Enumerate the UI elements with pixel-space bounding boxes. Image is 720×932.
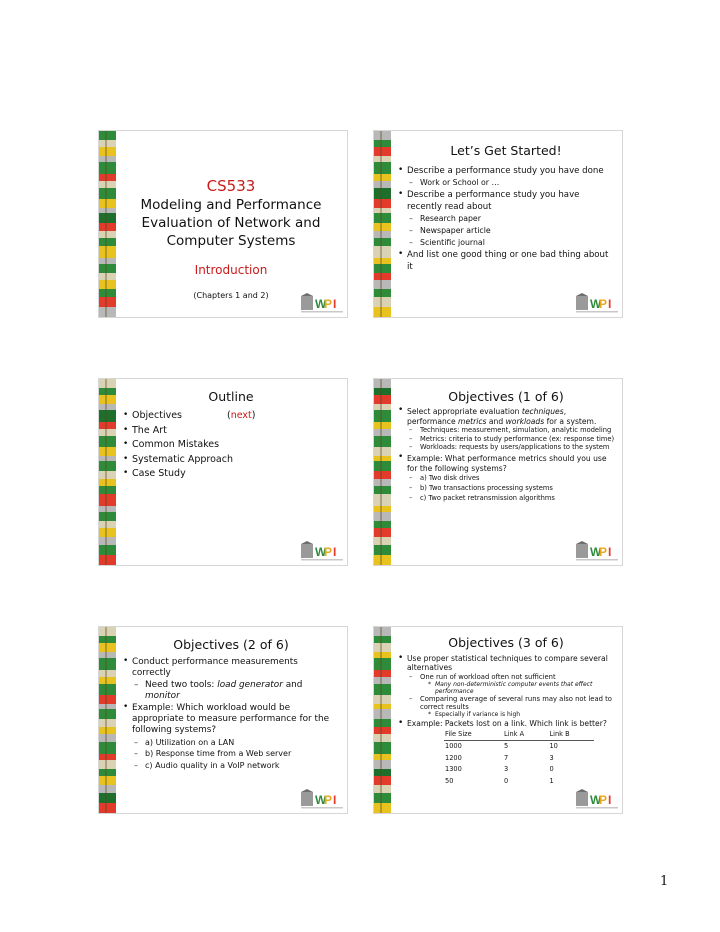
logo-roof	[576, 789, 588, 792]
strip-rail	[380, 379, 382, 565]
strip-block	[374, 422, 391, 430]
sub-bullet: – Need two tools: load generator and monitor	[123, 680, 337, 703]
bullet: • Conduct performance measurements correctly	[123, 657, 337, 680]
bullet: • Example: Which workload would be appropriate to measure performance for the following systems?	[123, 703, 337, 737]
sub-bullet: – a) Two disk drives	[398, 473, 616, 483]
strip-block	[99, 388, 116, 395]
strip-block	[374, 803, 391, 813]
table-header: Link A	[503, 729, 549, 741]
logo-letter: W	[590, 297, 602, 311]
logo-letter: I	[608, 545, 612, 559]
strip-block	[374, 436, 391, 447]
logo-letter: P	[324, 545, 333, 559]
logo-letter: W	[315, 297, 327, 311]
chapters-note: (Chapters 1 and 2)	[193, 291, 269, 300]
logo-roof	[301, 541, 313, 544]
sub-bullet: – b) Two transactions processing systems	[398, 483, 616, 493]
strip-rail	[105, 131, 107, 317]
strip-block	[99, 429, 116, 436]
strip-block	[99, 174, 116, 182]
strip-block	[99, 231, 116, 238]
strip-block	[374, 734, 391, 743]
strip-block	[374, 238, 391, 247]
strip-block	[99, 643, 116, 653]
strip-block	[99, 289, 116, 297]
strip-block	[374, 388, 391, 395]
logo-roof	[576, 293, 588, 296]
bullet: • Select appropriate evaluation techniques, performance metrics and workloads for a system.	[398, 407, 616, 426]
logo-letter: I	[608, 297, 612, 311]
strip-block	[374, 636, 391, 643]
sub-bullet: – Techniques: measurement, simulation, analytic modeling	[398, 426, 616, 435]
decorative-strip	[374, 379, 391, 565]
sub-bullet: – b) Response time from a Web server	[123, 748, 337, 759]
strip-block	[99, 436, 116, 447]
strip-block	[99, 223, 116, 231]
strip-rail	[380, 627, 382, 813]
strip-block	[374, 447, 391, 456]
wpi-logo-graphic	[576, 789, 618, 810]
slide-title: Objectives (1 of 6)	[448, 389, 564, 404]
strip-block	[99, 379, 116, 388]
strip-block	[99, 273, 116, 280]
strip-block	[99, 742, 116, 754]
table-header: Link B	[548, 729, 594, 741]
strip-block	[99, 238, 116, 247]
wpi-logo	[301, 789, 343, 810]
strip-block	[374, 719, 391, 727]
strip-block	[374, 785, 391, 793]
strip-block	[374, 521, 391, 528]
wpi-logo	[301, 293, 343, 314]
table-row: 50 0 1	[445, 776, 554, 785]
strip-block	[374, 709, 391, 719]
strip-block	[374, 162, 391, 174]
strip-rail	[105, 627, 107, 813]
strip-block	[99, 471, 116, 479]
strip-rail	[105, 379, 107, 565]
strip-block	[374, 131, 391, 140]
strip-block	[99, 494, 116, 506]
logo-letter: I	[333, 793, 337, 807]
strip-block	[99, 264, 116, 274]
strip-block	[99, 695, 116, 704]
slide-title: Let’s Get Started!	[450, 143, 562, 158]
logo-building	[576, 792, 588, 806]
strip-block	[99, 555, 116, 565]
sub-bullet: – Research paper	[398, 213, 612, 225]
logo-letter: I	[333, 545, 337, 559]
logo-letter: P	[324, 297, 333, 311]
logo-building	[301, 544, 313, 558]
strip-block	[99, 769, 116, 776]
strip-block	[99, 213, 116, 223]
logo-letter: W	[590, 545, 602, 559]
slide-body	[123, 409, 337, 482]
outline-item: • Systematic Approach	[123, 453, 337, 468]
table-row: 1300 3 0	[445, 765, 554, 774]
slide-5-objectives-2	[98, 626, 348, 814]
lecture-topic: Introduction	[194, 263, 268, 277]
strip-block	[374, 213, 391, 223]
detail-bullet: * Many non-deterministic computer events that effect performance	[398, 681, 616, 695]
strip-block	[374, 760, 391, 770]
strip-block	[374, 727, 391, 734]
strip-block	[374, 174, 391, 182]
logo-underline	[576, 311, 618, 313]
strip-block	[374, 429, 391, 436]
strip-block	[374, 140, 391, 147]
strip-block	[99, 785, 116, 793]
strip-block	[374, 695, 391, 704]
wpi-logo	[576, 293, 618, 314]
strip-block	[99, 545, 116, 556]
strip-block	[99, 793, 116, 804]
strip-block	[99, 521, 116, 528]
strip-block	[99, 803, 116, 813]
strip-block	[99, 297, 116, 308]
decorative-strip	[99, 131, 116, 317]
strip-block	[99, 181, 116, 188]
logo-roof	[301, 293, 313, 296]
table-header-row	[444, 729, 594, 741]
course-title-line-3: Computer Systems	[166, 233, 296, 249]
logo-letter: W	[315, 793, 327, 807]
strip-block	[374, 677, 391, 684]
logo-letter: W	[590, 793, 602, 807]
logo-building	[301, 792, 313, 806]
strip-block	[374, 289, 391, 297]
strip-block	[374, 627, 391, 636]
logo-letter: P	[599, 793, 608, 807]
strip-block	[99, 131, 116, 140]
course-title-line-1: Modeling and Performance	[140, 197, 322, 213]
wpi-logo-graphic	[301, 789, 343, 810]
course-title-line-2: Evaluation of Network and	[141, 215, 321, 231]
logo-underline	[301, 807, 343, 809]
strip-block	[374, 684, 391, 695]
logo-underline	[301, 559, 343, 561]
strip-block	[374, 461, 391, 471]
logo-underline	[576, 807, 618, 809]
logo-building	[576, 296, 588, 310]
strip-block	[374, 307, 391, 317]
strip-block	[99, 709, 116, 719]
wpi-logo-graphic	[301, 541, 343, 562]
strip-block	[99, 486, 116, 495]
sub-bullet: – c) Audio quality in a VoIP network	[123, 760, 337, 771]
slide-4-objectives-1	[373, 378, 623, 566]
sub-bullet: – One run of workload often not sufficient	[398, 673, 616, 681]
wpi-logo	[576, 789, 618, 810]
sub-bullet: – a) Utilization on a LAN	[123, 737, 337, 748]
strip-block	[99, 719, 116, 727]
strip-block	[374, 742, 391, 754]
strip-block	[374, 643, 391, 653]
strip-block	[99, 162, 116, 174]
strip-block	[99, 677, 116, 684]
strip-block	[99, 528, 116, 537]
strip-block	[99, 140, 116, 147]
strip-block	[99, 447, 116, 456]
logo-underline	[301, 311, 343, 313]
bullet: • Example: Packets lost on a link. Which link is better?	[398, 720, 616, 729]
logo-letter: I	[608, 793, 612, 807]
logo-roof	[301, 789, 313, 792]
sub-bullet: – Workloads: requests by users/applications to the system	[398, 443, 616, 452]
packet-loss-table	[444, 729, 594, 787]
strip-block	[374, 395, 391, 405]
strip-block	[374, 147, 391, 157]
strip-block	[374, 264, 391, 274]
slide-body	[123, 657, 337, 771]
strip-block	[374, 410, 391, 422]
slide-title: Outline	[208, 389, 254, 404]
strip-block	[99, 479, 116, 486]
slide-6-objectives-3	[373, 626, 623, 814]
table-row: 1200 7 3	[445, 753, 554, 762]
strip-block	[374, 479, 391, 486]
strip-block	[99, 537, 116, 545]
slide-3-outline	[98, 378, 348, 566]
slide-1-title	[98, 130, 348, 318]
table-row: 1000 5 10	[445, 742, 558, 751]
strip-block	[99, 776, 116, 785]
strip-block	[99, 684, 116, 695]
strip-block	[374, 188, 391, 199]
strip-block	[99, 147, 116, 157]
sub-bullet: – Metrics: criteria to study performance (ex: response time)	[398, 435, 616, 444]
strip-block	[374, 486, 391, 495]
bullet: • Describe a performance study you have done	[398, 165, 612, 177]
logo-underline	[576, 559, 618, 561]
strip-block	[374, 199, 391, 208]
bullet: • Describe a performance study you have recently read about	[398, 189, 612, 213]
strip-block	[374, 512, 391, 522]
sub-bullet: – Work or School or …	[398, 177, 612, 189]
wpi-logo	[301, 541, 343, 562]
strip-block	[99, 307, 116, 317]
strip-block	[374, 379, 391, 388]
slide-2-lets-get-started	[373, 130, 623, 318]
strip-block	[374, 769, 391, 776]
sub-bullet: – Newspaper article	[398, 225, 612, 237]
strip-block	[99, 280, 116, 289]
strip-block	[374, 658, 391, 670]
decorative-strip	[374, 131, 391, 317]
strip-block	[99, 410, 116, 422]
strip-block	[99, 461, 116, 471]
wpi-logo	[576, 541, 618, 562]
strip-block	[99, 199, 116, 208]
strip-block	[99, 627, 116, 636]
outline-item: • Case Study	[123, 467, 337, 482]
slide-body	[398, 165, 612, 273]
slide-title: Objectives (2 of 6)	[173, 637, 289, 652]
strip-rail	[380, 131, 382, 317]
strip-block	[374, 231, 391, 238]
strip-block	[374, 555, 391, 565]
strip-block	[99, 670, 116, 678]
decorative-strip	[99, 627, 116, 813]
logo-letter: W	[315, 545, 327, 559]
strip-block	[99, 636, 116, 643]
strip-block	[99, 760, 116, 770]
strip-block	[374, 528, 391, 537]
outline-item: • Objectives (next)	[123, 409, 337, 424]
decorative-strip	[374, 627, 391, 813]
strip-block	[99, 727, 116, 734]
strip-block	[99, 512, 116, 522]
strip-block	[374, 471, 391, 479]
logo-letter: I	[333, 297, 337, 311]
outline-item: • Common Mistakes	[123, 438, 337, 453]
strip-block	[374, 537, 391, 545]
wpi-logo-graphic	[301, 293, 343, 314]
course-code: CS533	[206, 177, 256, 195]
next-marker: (next)	[227, 410, 256, 421]
strip-block	[99, 395, 116, 405]
strip-block	[99, 246, 116, 258]
table-header: File Size	[444, 729, 503, 741]
sub-bullet: – Comparing average of several runs may also not lead to correct results	[398, 695, 616, 711]
logo-building	[576, 544, 588, 558]
strip-block	[374, 223, 391, 231]
bullet: • And list one good thing or one bad thing about it	[398, 249, 612, 273]
slide-body	[398, 655, 616, 787]
sub-bullet: – Scientific journal	[398, 237, 612, 249]
strip-block	[99, 734, 116, 743]
bullet: • Use proper statistical techniques to compare several alternatives	[398, 655, 616, 673]
strip-block	[99, 188, 116, 199]
strip-block	[374, 273, 391, 280]
strip-block	[374, 670, 391, 678]
strip-block	[374, 297, 391, 308]
detail-bullet: * Especially if variance is high	[398, 711, 616, 718]
slide-title: Objectives (3 of 6)	[448, 635, 564, 650]
strip-block	[374, 545, 391, 556]
strip-block	[99, 422, 116, 430]
slide-body	[398, 407, 616, 503]
strip-block	[374, 280, 391, 289]
strip-block	[374, 793, 391, 804]
strip-block	[99, 658, 116, 670]
decorative-strip	[99, 379, 116, 565]
bullet: • Example: What performance metrics should you use for the following systems?	[398, 454, 616, 473]
wpi-logo-graphic	[576, 541, 618, 562]
logo-building	[301, 296, 313, 310]
strip-block	[374, 181, 391, 188]
strip-block	[374, 494, 391, 506]
strip-block	[374, 776, 391, 785]
outline-item: • The Art	[123, 424, 337, 439]
logo-letter: P	[599, 297, 608, 311]
sub-bullet: – c) Two packet retransmission algorithms	[398, 493, 616, 503]
page-number: 1	[660, 874, 669, 889]
logo-letter: P	[324, 793, 333, 807]
strip-block	[374, 246, 391, 258]
wpi-logo-graphic	[576, 293, 618, 314]
logo-roof	[576, 541, 588, 544]
logo-letter: P	[599, 545, 608, 559]
